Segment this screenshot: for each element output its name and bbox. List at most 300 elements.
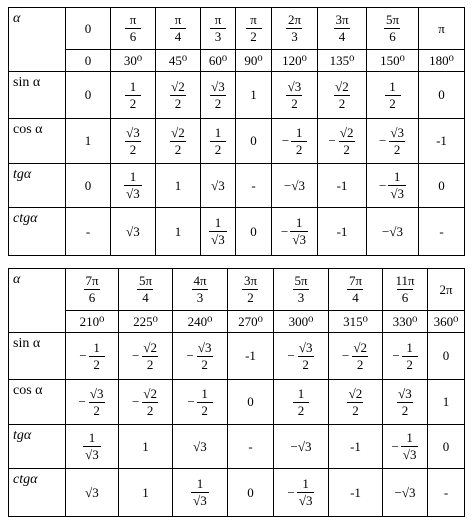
fraction bbox=[385, 80, 401, 110]
function-name: ctgα bbox=[13, 211, 38, 226]
fraction-denominator: 2 bbox=[197, 402, 213, 418]
fraction-numerator: 3π bbox=[335, 12, 349, 28]
fraction-numerator: 1 bbox=[406, 430, 413, 446]
function-name: tgα bbox=[13, 167, 32, 182]
fraction-numerator: 1 bbox=[129, 169, 137, 185]
function-label bbox=[9, 425, 66, 469]
value-cell bbox=[419, 72, 465, 119]
degree-cell: 360⁰ bbox=[428, 311, 465, 333]
radian-cell bbox=[66, 269, 119, 311]
cell-value bbox=[438, 88, 445, 102]
fraction-numerator: 1 bbox=[88, 430, 96, 446]
value-text: 1 bbox=[174, 223, 182, 239]
fraction-denominator: 2 bbox=[210, 95, 226, 111]
fraction bbox=[124, 170, 142, 200]
fraction-numerator: √3 bbox=[287, 78, 302, 94]
value-text: - bbox=[443, 484, 449, 500]
fraction-denominator: 4 bbox=[334, 28, 350, 44]
value-cell bbox=[318, 208, 367, 256]
value-cell bbox=[173, 333, 228, 380]
value-text: 0 bbox=[442, 348, 450, 364]
cell-value bbox=[439, 225, 443, 239]
radian-cell bbox=[201, 8, 236, 50]
fraction bbox=[388, 170, 406, 200]
cell-value bbox=[209, 80, 227, 110]
minus-sign: − bbox=[187, 394, 195, 410]
fraction-denominator: 2 bbox=[298, 356, 314, 372]
cell-value bbox=[292, 274, 309, 304]
value-text: −√3 bbox=[394, 484, 416, 500]
trig-table-second-half bbox=[8, 268, 465, 517]
value-cell bbox=[119, 333, 173, 380]
fraction-numerator: 1 bbox=[406, 339, 413, 355]
value-text: 0 bbox=[247, 394, 254, 410]
value-cell bbox=[272, 208, 318, 256]
cell-value bbox=[126, 225, 140, 239]
fraction-denominator: √3 bbox=[85, 447, 99, 462]
fraction-denominator: 2 bbox=[242, 289, 258, 305]
value-cell bbox=[318, 72, 367, 119]
fraction bbox=[125, 80, 141, 110]
fraction bbox=[141, 387, 159, 417]
fraction-numerator: √2 bbox=[339, 124, 354, 140]
function-label bbox=[9, 119, 66, 164]
fraction bbox=[88, 387, 106, 417]
cell-value bbox=[248, 440, 252, 454]
fraction bbox=[291, 126, 307, 156]
fraction bbox=[210, 126, 226, 156]
fraction-numerator: π bbox=[129, 12, 137, 28]
fraction bbox=[169, 80, 187, 110]
minus-sign: − bbox=[287, 348, 295, 364]
cell-value bbox=[247, 395, 254, 409]
value-text: 1 bbox=[84, 133, 92, 149]
radian-cell bbox=[119, 269, 173, 311]
value-cell bbox=[66, 208, 111, 256]
value-cell bbox=[428, 469, 465, 517]
value-cell bbox=[419, 208, 465, 256]
value-cell bbox=[367, 119, 419, 164]
fraction-denominator: 2 bbox=[385, 95, 401, 111]
value-text: √3 bbox=[211, 177, 225, 193]
cell-value bbox=[438, 179, 445, 193]
value-cell bbox=[367, 164, 419, 208]
value-cell bbox=[201, 119, 236, 164]
degree-cell: 315⁰ bbox=[329, 311, 383, 333]
value-cell bbox=[236, 119, 272, 164]
degree-cell: 45⁰ bbox=[156, 50, 201, 72]
value-cell bbox=[236, 164, 272, 208]
value-cell bbox=[156, 119, 201, 164]
cell-value bbox=[250, 88, 257, 102]
cell-value bbox=[191, 477, 209, 507]
value-text: -1 bbox=[436, 133, 447, 149]
fraction-numerator: √3 bbox=[398, 385, 412, 401]
value-cell bbox=[66, 469, 119, 517]
value-text: 0 bbox=[247, 484, 254, 500]
radian-cell bbox=[329, 269, 383, 311]
cell-value bbox=[282, 126, 307, 156]
cell-value bbox=[350, 440, 361, 454]
cell-value bbox=[337, 179, 348, 193]
fraction-numerator: 1 bbox=[389, 78, 396, 94]
value-text: -1 bbox=[350, 438, 361, 454]
fraction bbox=[384, 13, 401, 43]
function-label bbox=[9, 164, 66, 208]
fraction-numerator: √2 bbox=[348, 385, 363, 401]
cell-value bbox=[342, 341, 369, 371]
value-text: -1 bbox=[336, 177, 348, 193]
radian-cell bbox=[156, 8, 201, 50]
fraction-denominator: 2 bbox=[210, 141, 226, 157]
cell-value bbox=[247, 486, 254, 500]
cell-value bbox=[395, 486, 416, 500]
value-text: 1 bbox=[142, 484, 149, 500]
value-cell bbox=[119, 425, 173, 469]
cell-value bbox=[242, 274, 259, 304]
function-row bbox=[9, 208, 465, 256]
fraction-numerator: 3π bbox=[243, 273, 258, 289]
degree-cell: 330⁰ bbox=[383, 311, 428, 333]
cell-value bbox=[444, 486, 448, 500]
fraction-numerator: 1 bbox=[393, 169, 401, 185]
cell-value bbox=[193, 440, 207, 454]
value-text: 0 bbox=[84, 177, 92, 193]
value-text: - bbox=[248, 438, 253, 454]
fraction-denominator: 2 bbox=[291, 141, 307, 157]
degree-cell: 240⁰ bbox=[173, 311, 228, 333]
fraction bbox=[292, 274, 309, 304]
value-cell bbox=[367, 72, 419, 119]
fraction-denominator: 2 bbox=[397, 402, 413, 418]
fraction-numerator: √3 bbox=[126, 124, 140, 140]
fraction-denominator: 4 bbox=[170, 28, 186, 44]
fraction bbox=[333, 13, 350, 43]
function-row bbox=[9, 469, 465, 517]
cell-value bbox=[187, 341, 214, 371]
alpha-symbol: α bbox=[13, 11, 21, 26]
value-cell bbox=[419, 119, 465, 164]
value-text: −√3 bbox=[284, 177, 305, 193]
fraction bbox=[137, 274, 154, 304]
cell-value bbox=[246, 13, 262, 43]
cell-value bbox=[347, 274, 364, 304]
minus-sign: − bbox=[132, 394, 140, 410]
value-cell bbox=[119, 469, 173, 517]
value-cell bbox=[201, 208, 236, 256]
value-text: 0 bbox=[250, 223, 257, 239]
fraction-numerator: √3 bbox=[390, 124, 404, 140]
fraction bbox=[209, 80, 227, 110]
cell-value bbox=[170, 13, 186, 43]
value-cell bbox=[111, 164, 156, 208]
value-cell bbox=[383, 380, 428, 425]
fraction bbox=[351, 341, 369, 371]
fraction-numerator: √3 bbox=[211, 78, 225, 94]
fraction-numerator: √3 bbox=[197, 339, 212, 355]
value-text: -1 bbox=[245, 348, 256, 364]
fraction-numerator: 1 bbox=[196, 476, 204, 492]
fraction bbox=[170, 13, 186, 43]
degree-cell: 90⁰ bbox=[236, 50, 272, 72]
radian-cell bbox=[367, 8, 419, 50]
fraction-numerator: √2 bbox=[171, 78, 185, 94]
cell-value bbox=[439, 283, 452, 297]
fraction-denominator: 2 bbox=[170, 141, 186, 157]
cell-value bbox=[443, 440, 450, 454]
radian-cell bbox=[228, 269, 274, 311]
value-cell bbox=[111, 119, 156, 164]
cell-value bbox=[210, 126, 226, 156]
value-text: -1 bbox=[336, 223, 348, 239]
cell-value bbox=[85, 22, 92, 36]
minus-sign: − bbox=[186, 348, 194, 364]
value-cell bbox=[318, 119, 367, 164]
fraction-denominator: √3 bbox=[292, 232, 306, 247]
minus-sign: − bbox=[132, 348, 140, 364]
fraction-numerator: 5π bbox=[385, 12, 400, 28]
value-cell bbox=[329, 425, 383, 469]
fraction bbox=[191, 274, 208, 304]
cell-value bbox=[333, 80, 351, 110]
cell-value bbox=[83, 274, 100, 304]
cell-value bbox=[86, 225, 90, 239]
fraction-denominator: √3 bbox=[298, 493, 313, 508]
value-cell bbox=[201, 72, 236, 119]
degree-cell: 225⁰ bbox=[119, 311, 173, 333]
value-cell bbox=[274, 425, 329, 469]
radian-cell bbox=[274, 269, 329, 311]
fraction-numerator: π bbox=[250, 12, 257, 28]
degree-cell: 0 bbox=[66, 50, 111, 72]
radian-cell bbox=[236, 8, 272, 50]
fraction-numerator: √2 bbox=[143, 385, 157, 401]
value-text: - bbox=[85, 223, 91, 239]
function-name: cos α bbox=[13, 122, 43, 137]
fraction-numerator: 7π bbox=[85, 273, 99, 289]
fraction-denominator: 3 bbox=[286, 28, 302, 44]
fraction-denominator: 3 bbox=[192, 289, 208, 305]
fraction-numerator: 5π bbox=[138, 273, 153, 289]
function-label bbox=[9, 333, 66, 380]
fraction bbox=[286, 80, 304, 110]
value-cell bbox=[173, 380, 228, 425]
fraction-numerator: 4π bbox=[193, 273, 207, 289]
degree-cell: 30⁰ bbox=[111, 50, 156, 72]
cell-value bbox=[132, 387, 159, 417]
radian-cell bbox=[383, 269, 428, 311]
fraction-numerator: 2π bbox=[287, 12, 302, 28]
cell-value bbox=[329, 126, 356, 156]
fraction bbox=[297, 341, 315, 371]
value-cell bbox=[329, 380, 383, 425]
minus-sign: − bbox=[342, 348, 350, 364]
fraction-denominator: 6 bbox=[384, 28, 400, 44]
fraction-numerator: π bbox=[214, 12, 222, 28]
cell-value bbox=[191, 274, 208, 304]
cell-value bbox=[250, 225, 257, 239]
fraction bbox=[401, 431, 419, 461]
value-cell bbox=[66, 72, 111, 119]
cell-value bbox=[175, 179, 182, 193]
minus-sign: − bbox=[287, 484, 295, 500]
minus-sign: − bbox=[379, 177, 387, 193]
fraction-denominator: 2 bbox=[352, 356, 368, 372]
cell-value bbox=[85, 88, 92, 102]
radian-cell bbox=[419, 8, 465, 50]
function-row bbox=[9, 164, 465, 208]
fraction-numerator: 1 bbox=[295, 124, 303, 140]
fraction bbox=[297, 477, 315, 507]
minus-sign: − bbox=[379, 133, 387, 149]
value-text: 1 bbox=[442, 394, 450, 410]
fraction-denominator: 2 bbox=[197, 356, 213, 372]
fraction bbox=[396, 387, 414, 417]
fraction bbox=[83, 274, 100, 304]
cell-value bbox=[85, 134, 92, 148]
value-cell bbox=[156, 208, 201, 256]
fraction-denominator: 2 bbox=[347, 402, 363, 418]
cell-value bbox=[337, 225, 348, 239]
radian-cell bbox=[428, 269, 465, 311]
value-cell bbox=[66, 425, 119, 469]
cell-value bbox=[124, 170, 142, 200]
fraction-numerator: √2 bbox=[171, 124, 185, 140]
fraction bbox=[286, 13, 303, 43]
value-cell bbox=[66, 164, 111, 208]
value-cell bbox=[228, 425, 274, 469]
function-label bbox=[9, 469, 66, 517]
fraction-denominator: 2 bbox=[125, 141, 141, 157]
cell-value bbox=[210, 13, 226, 43]
fraction-denominator: √3 bbox=[390, 186, 404, 201]
fraction-denominator: 2 bbox=[170, 95, 186, 111]
radian-cell bbox=[111, 8, 156, 50]
function-row bbox=[9, 380, 465, 425]
function-row bbox=[9, 333, 465, 380]
cell-value bbox=[142, 440, 149, 454]
cell-value bbox=[169, 126, 187, 156]
fraction-numerator: 1 bbox=[129, 78, 137, 94]
value-text: - bbox=[251, 177, 256, 193]
function-name: tgα bbox=[13, 428, 32, 443]
function-name: cos α bbox=[13, 383, 43, 398]
value-text: 1 bbox=[250, 87, 257, 103]
fraction-denominator: 2 bbox=[89, 402, 105, 418]
value-cell bbox=[228, 469, 274, 517]
cell-value bbox=[124, 126, 142, 156]
cell-value bbox=[438, 22, 445, 36]
fraction-numerator: 1 bbox=[214, 215, 222, 231]
value-text: √3 bbox=[193, 438, 207, 454]
value-text: √3 bbox=[85, 484, 99, 500]
cell-value bbox=[79, 387, 106, 417]
value-cell bbox=[156, 72, 201, 119]
function-row bbox=[9, 119, 465, 164]
cell-value bbox=[85, 179, 92, 193]
value-cell bbox=[236, 72, 272, 119]
cell-value bbox=[379, 126, 406, 156]
cell-value bbox=[382, 225, 403, 239]
fraction bbox=[246, 13, 262, 43]
fraction-denominator: √3 bbox=[193, 493, 207, 508]
function-name: ctgα bbox=[13, 472, 38, 487]
fraction-denominator: 3 bbox=[210, 28, 226, 44]
degree-cell: 150⁰ bbox=[367, 50, 419, 72]
cell-value bbox=[245, 349, 256, 363]
radians-row bbox=[9, 269, 465, 311]
cell-value bbox=[347, 387, 365, 417]
value-cell bbox=[272, 72, 318, 119]
fraction-numerator: √2 bbox=[335, 78, 349, 94]
fraction-numerator: √3 bbox=[89, 385, 104, 401]
value-cell bbox=[272, 164, 318, 208]
cell-value bbox=[187, 387, 212, 417]
fraction bbox=[124, 126, 142, 156]
cell-value bbox=[175, 225, 182, 239]
value-text: 0 bbox=[250, 133, 257, 149]
cell-value bbox=[288, 341, 315, 371]
fraction-numerator: π bbox=[174, 12, 182, 28]
fraction-numerator: 1 bbox=[93, 339, 100, 355]
cell-value bbox=[286, 80, 304, 110]
cell-value bbox=[281, 216, 308, 246]
value-cell bbox=[383, 333, 428, 380]
fraction bbox=[290, 216, 308, 246]
value-cell bbox=[228, 380, 274, 425]
value-cell bbox=[201, 164, 236, 208]
cell-value bbox=[142, 486, 149, 500]
degrees-row bbox=[9, 50, 465, 72]
value-cell bbox=[329, 333, 383, 380]
cell-value bbox=[169, 80, 187, 110]
value-cell bbox=[111, 72, 156, 119]
fraction-numerator: 1 bbox=[214, 124, 222, 140]
cell-value bbox=[211, 179, 225, 193]
minus-sign: − bbox=[79, 348, 87, 364]
fraction bbox=[293, 387, 309, 417]
cell-value bbox=[385, 80, 401, 110]
fraction bbox=[191, 477, 209, 507]
trig-table-first-half bbox=[8, 7, 465, 256]
function-label bbox=[9, 380, 66, 425]
radian-cell bbox=[272, 8, 318, 50]
fraction bbox=[209, 216, 227, 246]
cell-value bbox=[392, 341, 417, 371]
cell-value bbox=[132, 341, 159, 371]
cell-value bbox=[333, 13, 350, 43]
cell-value bbox=[79, 341, 104, 371]
alpha-header bbox=[9, 8, 66, 72]
radian-cell bbox=[66, 8, 111, 50]
minus-sign: − bbox=[281, 133, 290, 149]
value-cell bbox=[419, 164, 465, 208]
function-name: sin α bbox=[13, 75, 41, 90]
radian-cell bbox=[173, 269, 228, 311]
value-cell bbox=[66, 333, 119, 380]
fraction-denominator: 2 bbox=[389, 141, 405, 157]
fraction-denominator: √3 bbox=[126, 186, 140, 201]
cell-value bbox=[396, 387, 414, 417]
value-text: 1 bbox=[174, 177, 182, 193]
cell-value bbox=[288, 477, 315, 507]
fraction-numerator: 1 bbox=[295, 215, 303, 231]
cell-value bbox=[392, 431, 419, 461]
degrees-row bbox=[9, 311, 465, 333]
fraction-numerator: √2 bbox=[353, 339, 367, 355]
cell-value bbox=[125, 13, 141, 43]
fraction-denominator: 2 bbox=[339, 141, 355, 157]
